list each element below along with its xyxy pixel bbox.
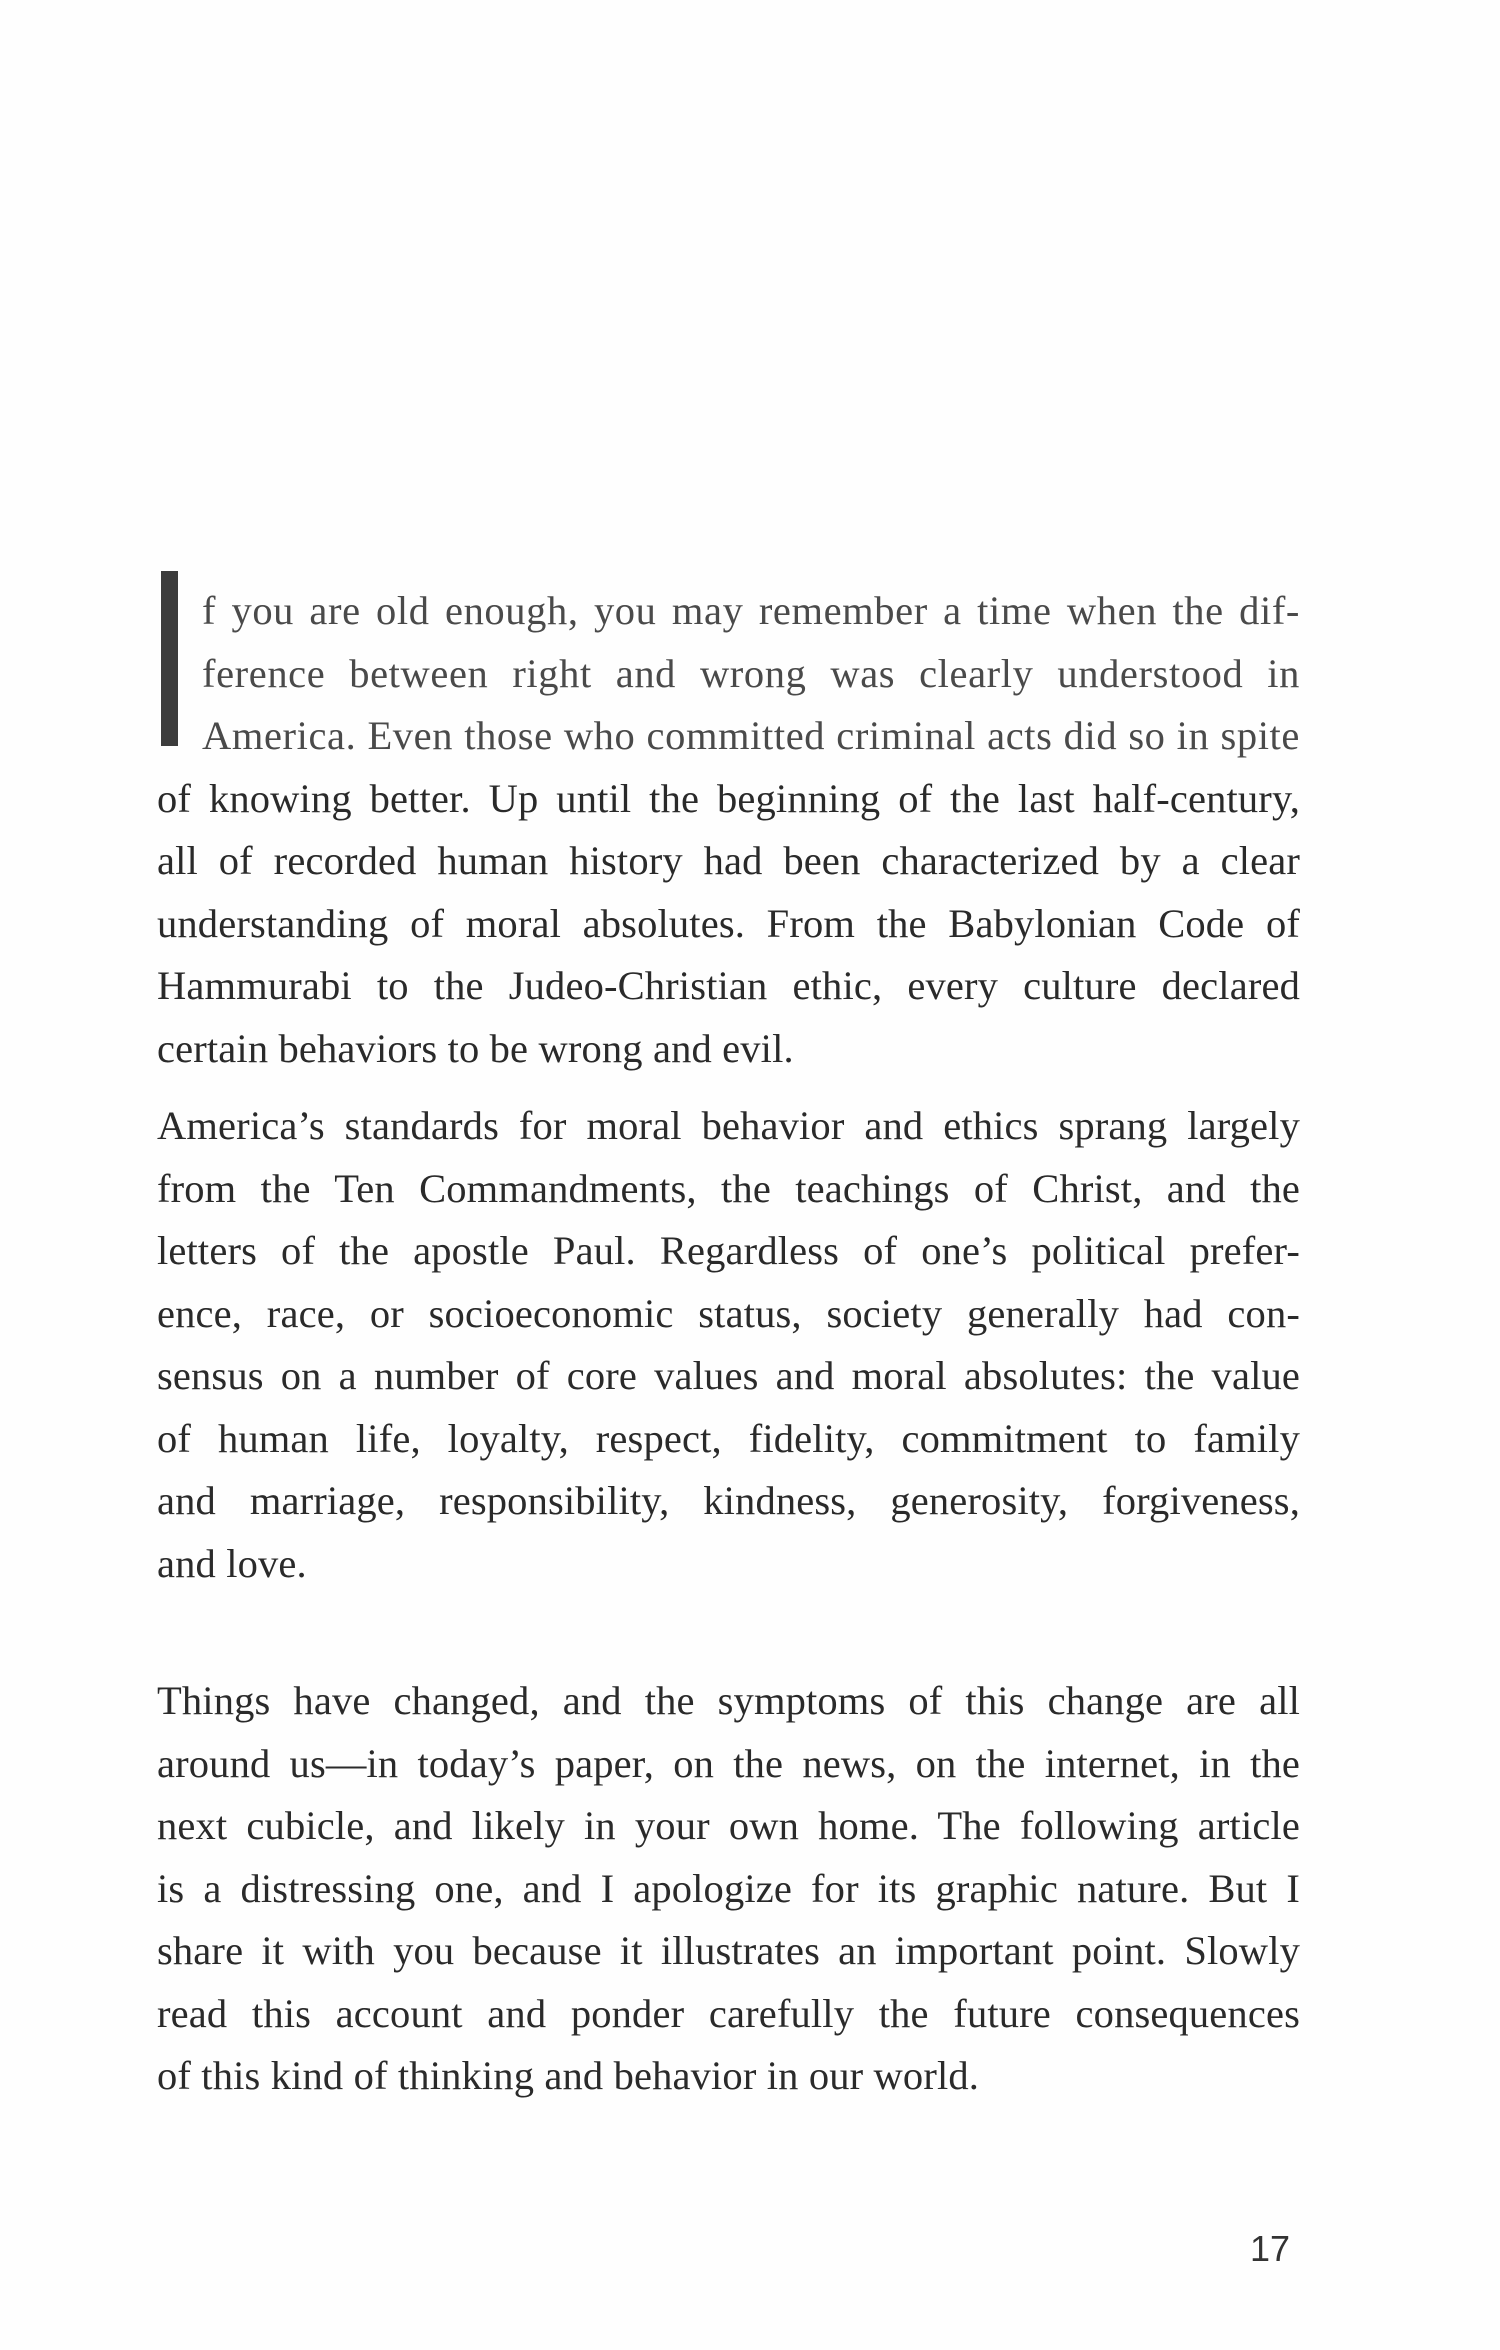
paragraph-1-line-5: all of recorded human history had been characterized by a clear [157, 838, 1300, 883]
paragraph-2-line-8: and love. [157, 1540, 307, 1586]
paragraph-2-line-6: of human life, loyalty, respect, fidelity, commitment to family [157, 1415, 1300, 1461]
paragraph-3-line-1: Things have changed, and the symptoms of this change are all [157, 1678, 1300, 1723]
paragraph-1-line-4: of knowing better. Up until the beginning of the last half-century, [157, 775, 1300, 821]
paragraph-1 [157, 580, 1300, 1080]
paragraph-2-line-4: ence, race, or socioeconomic status, society generally had con- [157, 1290, 1300, 1336]
paragraph-3-line-3: next cubicle, and likely in your own home. The following article [157, 1803, 1300, 1848]
paragraph-1-line-2: ference between right and wrong was clearly understood in [202, 650, 1300, 696]
paragraph-2-line-2: from the Ten Commandments, the teachings of Christ, and the [157, 1165, 1300, 1211]
paragraph-2-line-3: letters of the apostle Paul. Regardless of one’s political prefer- [157, 1228, 1300, 1273]
paragraph-2-line-7: and marriage, responsibility, kindness, generosity, forgiveness, [157, 1478, 1300, 1523]
paragraph-3-line-5: share it with you because it illustrates an important point. Slowly [157, 1928, 1300, 1973]
paragraph-2-line-1: America’s standards for moral behavior and ethics sprang largely [157, 1103, 1300, 1148]
paragraph-1-line-7: Hammurabi to the Judeo-Christian ethic, every culture declared [157, 963, 1300, 1008]
paragraph-1-line-3: America. Even those who committed criminal acts did so in spite [202, 713, 1300, 758]
paragraph-3-line-6: read this account and ponder carefully the future consequences [157, 1990, 1300, 2036]
paragraph-3-line-7: of this kind of thinking and behavior in our world. [157, 2053, 980, 2098]
paragraph-3-line-2: around us—in today’s paper, on the news, on the internet, in the [157, 1740, 1300, 1786]
paragraph-2 [157, 1095, 1300, 1595]
paragraph-1-line-1: f you are old enough, you may remember a time when the dif- [202, 588, 1300, 633]
paragraph-1-line-8: certain behaviors to be wrong and evil. [157, 1025, 794, 1071]
paragraph-2-line-5: sensus on a number of core values and moral absolutes: the value [157, 1353, 1300, 1398]
paragraph-1-line-6: understanding of moral absolutes. From the Babylonian Code of [157, 900, 1300, 946]
page-number: 17 [1249, 2228, 1290, 2269]
paragraph-3 [157, 1670, 1300, 2108]
paragraph-3-line-4: is a distressing one, and I apologize for its graphic nature. But I [157, 1865, 1300, 1911]
